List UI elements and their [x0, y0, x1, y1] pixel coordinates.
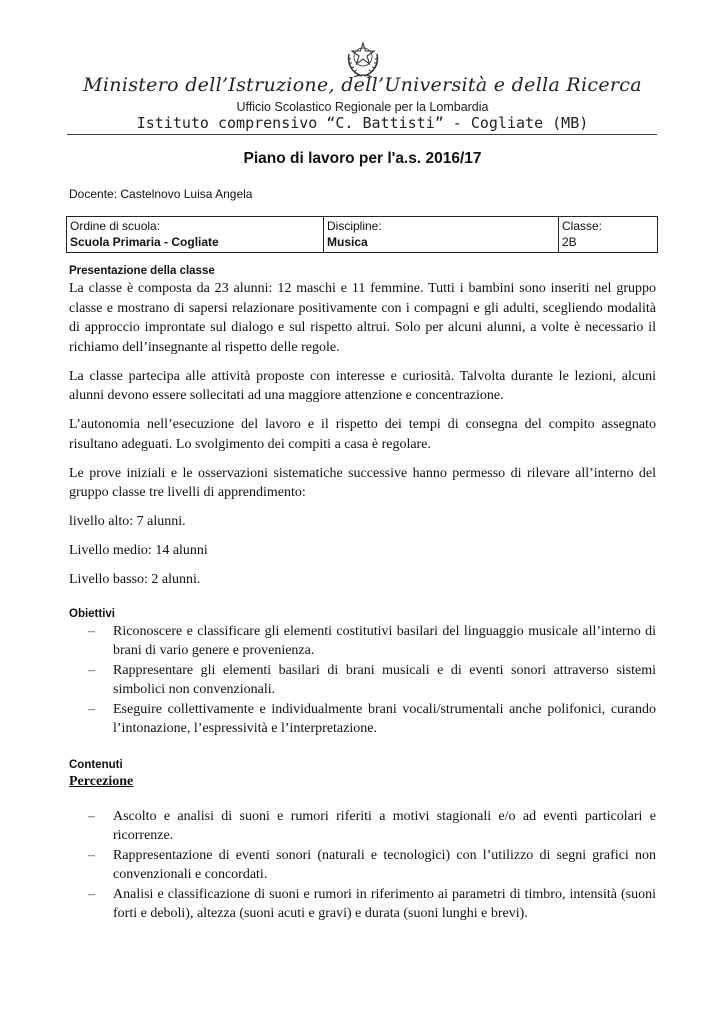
dash-bullet: –: [88, 808, 95, 824]
header-divider: [67, 134, 657, 135]
contenuti-list: [69, 807, 656, 924]
level-line: Livello basso: 2 alunni.: [69, 572, 201, 587]
list-item: [69, 885, 656, 924]
level-line: Livello medio: 14 alunni: [69, 543, 208, 558]
school-cell: [67, 217, 324, 253]
presentazione-heading: Presentazione della classe: [69, 265, 215, 277]
list-item-text: Rappresentare gli elementi basilari di brani musicali e di eventi sonori attraverso sistemi simbolici non convenzionali.: [113, 662, 656, 697]
obiettivi-heading: Obiettivi: [69, 607, 116, 620]
paragraph: L’autonomia nell’esecuzione del lavoro e il rispetto dei tempi di consegna del compito assegnato risultano adeguati. Lo svolgimento dei compiti a casa è regolare.: [69, 417, 656, 452]
dash-bullet: –: [88, 662, 95, 678]
list-item-text: Analisi e classificazione di suoni e rumori in riferimento ai parametri di timbro, intensità (suoni forti e deboli), altezza (suoni acuti e gravi) e durata (suoni lunghi e brevi).: [113, 886, 656, 921]
paragraph: La classe partecipa alle attività proposte con interesse e curiosità. Talvolta durante le lezioni, alcuni alunni devono essere sollecitati ad una maggiore attenzione e concentrazione.: [69, 368, 656, 403]
dash-bullet: –: [88, 623, 95, 639]
ministry-name: Ministero dell’Istruzione, dell’Università e della Ricerca: [83, 74, 642, 96]
regional-office: Ufficio Scolastico Regionale per la Lombardia: [236, 100, 489, 114]
list-item-text: Eseguire collettivamente e individualmente brani vocali/strumentali anche polifonici, curando l’intonazione, l’espressività e l’interpretazione.: [113, 701, 656, 736]
class-value: 2B: [562, 235, 577, 249]
subject-cell: [324, 217, 559, 253]
subject-label: Discipline:: [327, 219, 382, 233]
contenuti-heading: Contenuti: [69, 758, 123, 771]
school-value: Scuola Primaria - Cogliate: [70, 235, 219, 249]
list-item-text: Riconoscere e classificare gli elementi costitutivi basilari del linguaggio musicale all’interno di brani di vario genere e provenienza.: [113, 623, 656, 658]
dash-bullet: –: [88, 886, 95, 902]
list-item: [69, 622, 656, 661]
dash-bullet: –: [88, 847, 95, 863]
document-body: [69, 264, 656, 924]
list-item-text: Rappresentazione di eventi sonori (naturali e tecnologici) con l’utilizzo di segni grafici non convenzionali e concordati.: [113, 847, 656, 882]
list-item-text: Ascolto e analisi di suoni e rumori riferiti a motivi stagionali e/o ad eventi particolari e ricorrenze.: [113, 808, 656, 843]
subject-value: Musica: [327, 235, 368, 249]
obiettivi-list: [69, 622, 656, 739]
paragraph: La classe è composta da 23 alunni: 12 maschi e 11 femmine. Tutti i bambini sono inseriti nel gruppo classe e mostrano di sapersi relazionare positivamente con i compagni e gli adulti, scegliendo modalità di approccio improntate sul dialogo e sul rispetto altrui. Solo per alcuni alunni, a volte è necessario il richiamo dell’insegnante al rispetto delle regole.: [69, 281, 656, 355]
list-item: [69, 807, 656, 846]
class-label: Classe:: [562, 219, 603, 233]
class-cell: [559, 217, 658, 253]
institute-name: Istituto comprensivo “C. Battisti” - Cogliate (MB): [136, 114, 589, 132]
paragraph: Le prove iniziali e le osservazioni sistematiche successive hanno permesso di rilevare all’interno del gruppo classe tre livelli di apprendimento:: [69, 465, 656, 500]
school-label: Ordine di scuola:: [70, 219, 161, 233]
percezione-subheading: Percezione: [69, 773, 134, 789]
dash-bullet: –: [88, 701, 95, 717]
class-info-table: [66, 216, 658, 253]
list-item: [69, 846, 656, 885]
list-item: [69, 700, 656, 739]
teacher-line: Docente: Castelnovo Luisa Angela: [69, 187, 253, 201]
list-item: [69, 661, 656, 700]
page-title: Piano di lavoro per l'a.s. 2016/17: [243, 150, 482, 167]
level-line: livello alto: 7 alunni.: [69, 514, 186, 529]
